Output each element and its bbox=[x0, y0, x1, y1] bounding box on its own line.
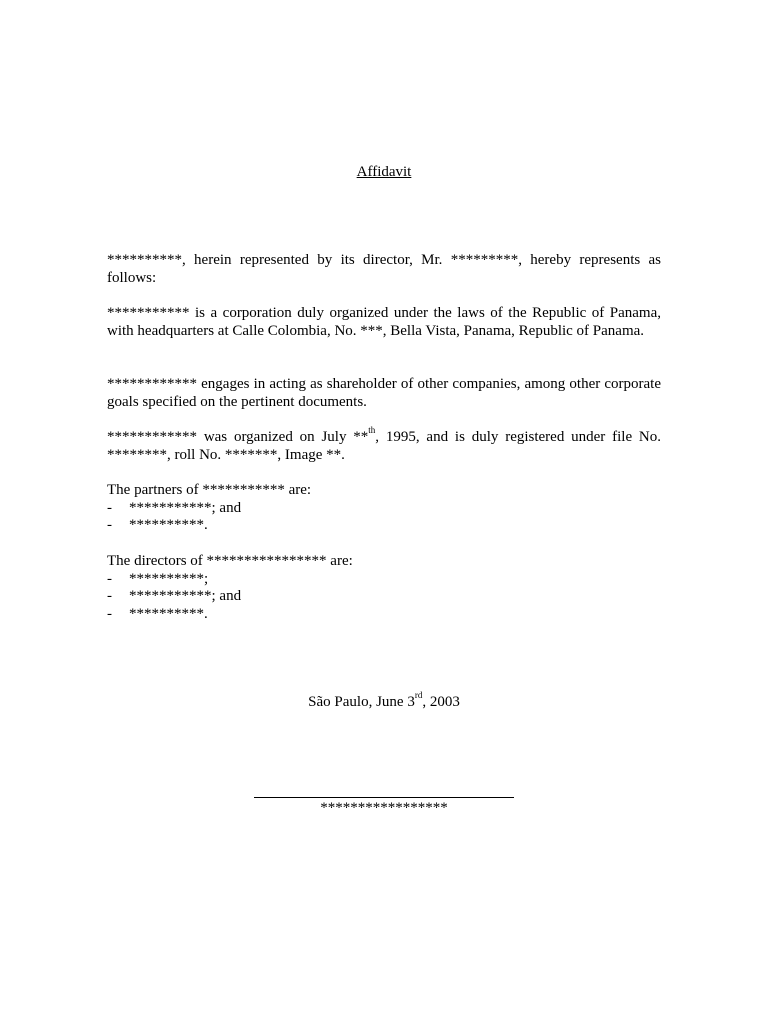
list-dash: - bbox=[107, 570, 112, 587]
list-item bbox=[107, 571, 661, 589]
paragraph-text bbox=[107, 425, 661, 464]
director-name: **********. bbox=[129, 605, 208, 622]
list-dash: - bbox=[107, 499, 112, 516]
director-name: **********; bbox=[129, 570, 209, 587]
partners-section bbox=[107, 482, 661, 535]
registration-superscript: th bbox=[368, 425, 376, 435]
list-item bbox=[107, 517, 661, 535]
paragraph-text: *********** is a corporation duly organized under the laws of the Republic of Panama, with headquarters at Calle Colombia, No. ***, Bella Vista, Panama, Republic of Panama. bbox=[107, 305, 661, 339]
paragraph-activities bbox=[107, 376, 661, 411]
partner-name: ***********; and bbox=[129, 499, 242, 516]
list-item bbox=[107, 588, 661, 606]
place-date-text-start: São Paulo, June 3 bbox=[308, 694, 415, 710]
place-and-date bbox=[0, 690, 768, 711]
directors-intro: The directors of **************** are: bbox=[107, 553, 353, 569]
registration-text-start: ************ was organized on July ** bbox=[107, 429, 369, 445]
partners-intro: The partners of *********** are: bbox=[107, 482, 312, 498]
paragraph-registration bbox=[107, 425, 661, 464]
paragraph-text: **********, herein represented by its director, Mr. *********, hereby represents as follows: bbox=[107, 252, 661, 286]
document-title: Affidavit bbox=[356, 164, 412, 180]
list-dash: - bbox=[107, 517, 112, 533]
registration-text-end: , 1995, and is duly registered under file No. ********, roll No. *******, Image **. bbox=[107, 429, 661, 463]
paragraph-text: ************ engages in acting as shareholder of other companies, among other corporate goals specified on the pertinent documents. bbox=[107, 376, 661, 410]
list-dash: - bbox=[107, 588, 112, 604]
list-item bbox=[107, 500, 661, 518]
partner-name: **********. bbox=[129, 517, 208, 533]
list-dash: - bbox=[107, 605, 112, 622]
list-item bbox=[107, 606, 661, 624]
place-date-text-end: , 2003 bbox=[422, 694, 460, 710]
directors-section bbox=[107, 553, 661, 623]
director-name: ***********; and bbox=[129, 588, 242, 604]
paragraph-representation bbox=[107, 252, 661, 287]
signatory-name: ***************** bbox=[320, 800, 448, 816]
signature-line bbox=[254, 797, 514, 798]
place-date-superscript: rd bbox=[414, 690, 423, 700]
paragraph-incorporation bbox=[107, 305, 661, 340]
